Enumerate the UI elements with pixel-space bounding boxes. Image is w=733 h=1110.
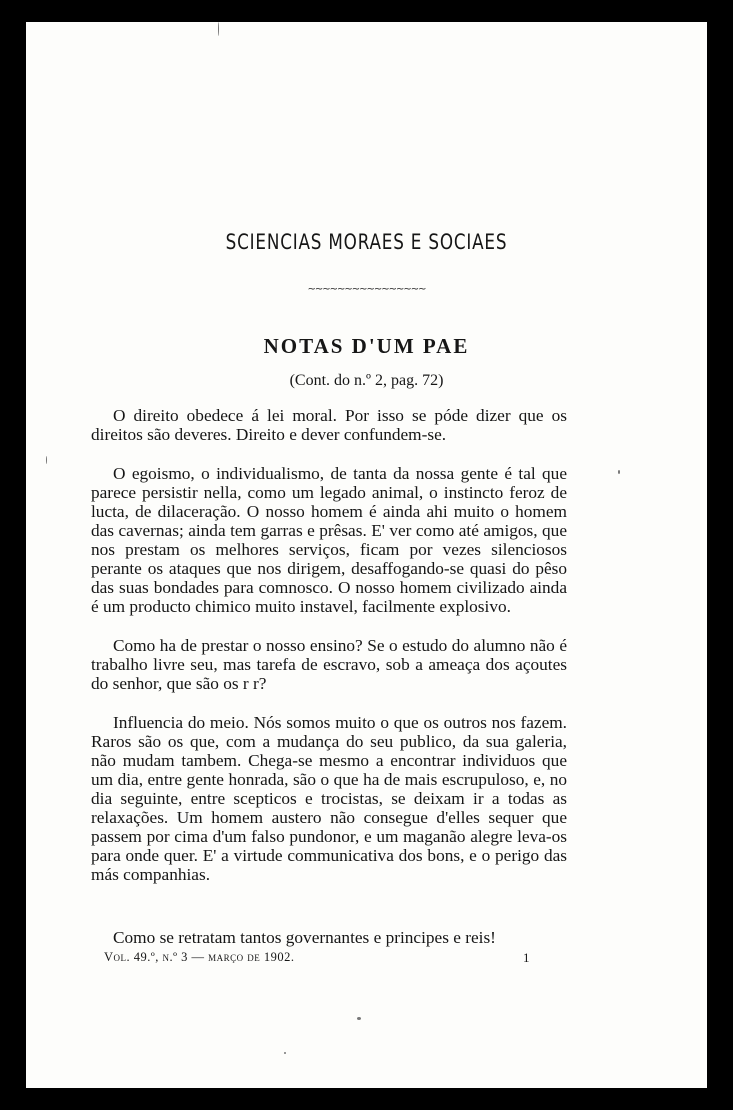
paragraph-2: O egoismo, o individualismo, de tanta da nossa gente é tal que parece persistir nella, como um legado animal, o instincto feroz de lucta, de dilaceração. O nosso homem é ainda ahi muito o homem das cavernas; ainda tem garras e prêsas. E' ver como até amigos, que nos prestam os melhores serviços, ficam por vezes silenciosos perante os ataques que nos dirigem, desaffogando-se quasi do pêso das suas bondades para comnosco. O nosso homem civilizado ainda é um producto chimico muito instavel, facilmente explosivo. [91, 464, 567, 616]
paragraph-1: O direito obedece á lei moral. Por isso se póde dizer que os direitos são deveres. Direito e dever confundem-se. [91, 406, 567, 444]
section-title: SCIENCIAS MORAES E SOCIAES [225, 230, 508, 254]
paper-speck [218, 22, 219, 36]
paper-speck [357, 1017, 361, 1020]
paragraph-4: Influencia do meio. Nós somos muito o que os outros nos fazem. Raros são os que, com a mudança do seu publico, da sua galeria, não mudam tambem. Chega-se mesmo a encontrar individuos que um dia, entre gente honrada, são o que ha de mais escrupuloso, e, no dia seguinte, entre scepticos e trocistas, se deixam ir a todas as relaxações. Um homem austero não consegue d'elles sequer que passem por cima d'um falso pundonor, e um maganão alegre leva-os para onde quer. E' a virtude communicativa dos bons, e o perigo das más companhias. [91, 713, 567, 884]
article-title: NOTAS D'UM PAE [263, 334, 470, 358]
document-page [26, 22, 707, 1088]
paper-speck [618, 470, 620, 474]
signature-mark: 1 [523, 950, 530, 965]
paragraph-3: Como ha de prestar o nosso ensino? Se o estudo do alumno não é trabalho livre seu, mas tarefa de escravo, sob a ameaça dos açoutes do senhor, que são os r r? [91, 636, 567, 693]
ornament-divider: ~~~~~~~~~~~~~~~~ [307, 284, 426, 295]
paragraph-5: Como se retratam tantos governantes e principes e reis! [113, 928, 496, 947]
continuation-note: (Cont. do n.º 2, pag. 72) [289, 372, 444, 389]
article-body [91, 406, 567, 884]
paper-speck [46, 456, 47, 464]
volume-footer: Vol. 49.º, n.º 3 — março de 1902. [104, 950, 295, 964]
paper-speck [284, 1052, 286, 1054]
